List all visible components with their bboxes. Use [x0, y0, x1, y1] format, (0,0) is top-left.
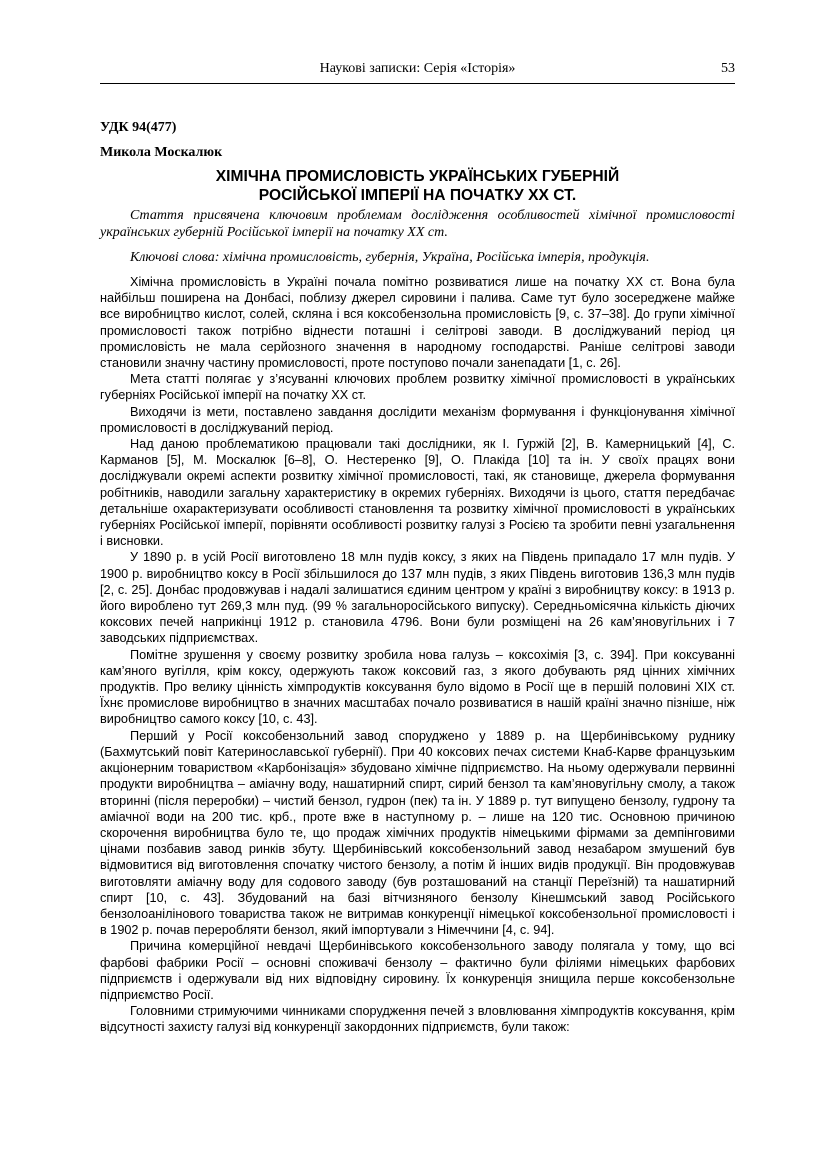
title-line-2: РОСІЙСЬКОЇ ІМПЕРІЇ НА ПОЧАТКУ ХХ СТ. [258, 187, 577, 204]
article-body [100, 119, 735, 1036]
paragraph-4: Над даною проблематикою працювали такі дослідники, як І. Гуржій [2], В. Камерницький [4], С. Карманов [5], М. Москалюк [6–8], О. Нестеренко [9], О. Плакіда [10] та ін. У своїх працях вони досліджували окремі аспекти розвитку хімічної промисловості, такі, як становище, джерела формування робітників, наводили загальну характеристику в окремих губерніях. Виходячи із цього, стаття передбачає детальніше охарактеризувати особливості становлення та розвитку хімічної промисловості в українських губерніях Російської імперії, порівняти особливості розвитку галузі з Росією та зробити певні узагальнення і висновки. [100, 437, 735, 549]
keywords: Ключові слова: хімічна промисловість, губернія, Україна, Російська імперія, продукція. [130, 250, 650, 265]
paragraph-5: У 1890 р. в усій Росії виготовлено 18 млн пудів коксу, з яких на Південь припадало 17 млн пудів. У 1900 р. виробництво коксу в Росії збільшилося до 137 млн пудів, з яких Південь виготовив 136,3 млн пудів [2, с. 25]. Донбас продовжував і надалі залишатися єдиним центром у країні з виробництву коксу: в 1913 р. його вироблено тут 269,3 млн пуд. (99 % загальноросійського випуску). Середньомісячна кількість діючих коксових печей наприкінці 1912 р. становила 4796. Вони були розміщені на 26 кам’яновугільних і 7 заводських підприємствах. [100, 550, 735, 646]
udk-code: УДК 94(477) [100, 120, 177, 135]
paragraph-7: Перший у Росії коксобензольний завод споруджено у 1889 р. на Щербинівському руднику (Бахмутський повіт Катеринославської губернії). При 40 коксових печах системи Кнаб-Карве французьким акціонерним товариством «Карбонізація» збудовано хімічне підприємство. На ньому одержували первинні продукти виробництва – аміачну воду, нашатирний спирт, сирий бензол та кам’яновугільну смолу, а також вторинні (після переробки) – чистий бензол, гудрон (пек) та ін. У 1889 р. тут випущено бензолу, гудрону та аміачної води на 200 тис. крб., проте вже в наступному р. – лише на 120 тис. Основною причиною скорочення виробництва було те, що продаж хімічних продуктів німецькими фірмами за демпінговими цінами позбавив завод ринків збуту. Щербинівський коксобензольний завод незабаром змушений був відмовитися від виготовлення спочатку чистого бензолу, а потім й інших видів продукції. Він продовжував виготовляти аміачну воду для содового заводу (був розташований на станції Переїзній) та нашатирний спирт [10, с. 43]. Збудований на базі вітчизняного бензолу Кінешмський завод Російського бензолоанілінового товариства також не витримав конкуренції німецької коксобензольної промисловості і в 1902 р. почав переробляти бензол, який імпортували з Німеччини [4, с. 94]. [100, 728, 735, 938]
article-title [100, 167, 735, 205]
author-name: Микола Москалюк [100, 145, 223, 160]
paragraph-8: Причина комерційної невдачі Щербинівського коксобензольного заводу полягала у тому, що всі фарбові фабрики Росії – основні споживачі бензолу – фактично були філіями німецьких фарбових підприємств і одержували від них відповідну сировину. Їх конкуренція знищила перше коксобензольне підприємство Росії. [100, 939, 735, 1002]
page-number: 53 [721, 61, 735, 76]
paragraph-6: Помітне зрушення у своєму розвитку зробила нова галузь – коксохімія [3, с. 394]. При коксуванні кам’яного вугілля, крім коксу, одержують також коксовий газ, з якого добувають ряд цінних хімічних продуктів. Про велику цінність хімпродуктів коксування було відомо в Росії ще в першій половині ХІХ ст. Їхнє промислове виробництво в значних масштабах почало розвиватися в нашій країні значно пізніше, ніж виробництво самого коксу [10, с. 43]. [100, 647, 735, 727]
running-header [100, 61, 735, 81]
paragraph-9: Головними стримуючими чинниками спорудження печей з вловлювання хімпродуктів коксування, крім відсутності захисту галузі від конкуренції закордонних підприємств, були також: [100, 1004, 735, 1035]
paragraph-3: Виходячи із мети, поставлено завдання дослідити механізм формування і функціонування хімічної промисловості в досліджуваний період. [100, 404, 735, 435]
journal-title: Наукові записки: Серія «Історія» [319, 61, 516, 76]
header-rule [100, 83, 735, 84]
abstract: Стаття присвячена ключовим проблемам дослідження особливостей хімічної промисловості українських губерній Російської імперії на початку ХХ ст. [100, 208, 735, 240]
paragraph-2: Мета статті полягає у з’ясуванні ключових проблем розвитку хімічної промисловості в українських губерніях Російської імперії на початку ХХ ст. [100, 372, 735, 403]
title-line-1: ХІМІЧНА ПРОМИСЛОВІСТЬ УКРАЇНСЬКИХ ГУБЕРНІЙ [215, 168, 620, 185]
paragraph-1: Хімічна промисловість в Україні почала помітно розвиватися лише на початку ХХ ст. Вона була найбільш поширена на Донбасі, поблизу джерел сировини і палива. Саме тут було зосереджене майже все виробництво кислот, солей, скляна і вся коксобензольна промисловість [9, с. 37–38]. До групи хімічної промисловості також потрібно віднести поташні і селітрові заводи. В досліджуваний період ця промисловість не мала серйозного значення в народному господарстві. Раніше селітрові заводи становили значну частину промисловості, проте поступово почали занепадати [1, с. 26]. [100, 275, 735, 371]
